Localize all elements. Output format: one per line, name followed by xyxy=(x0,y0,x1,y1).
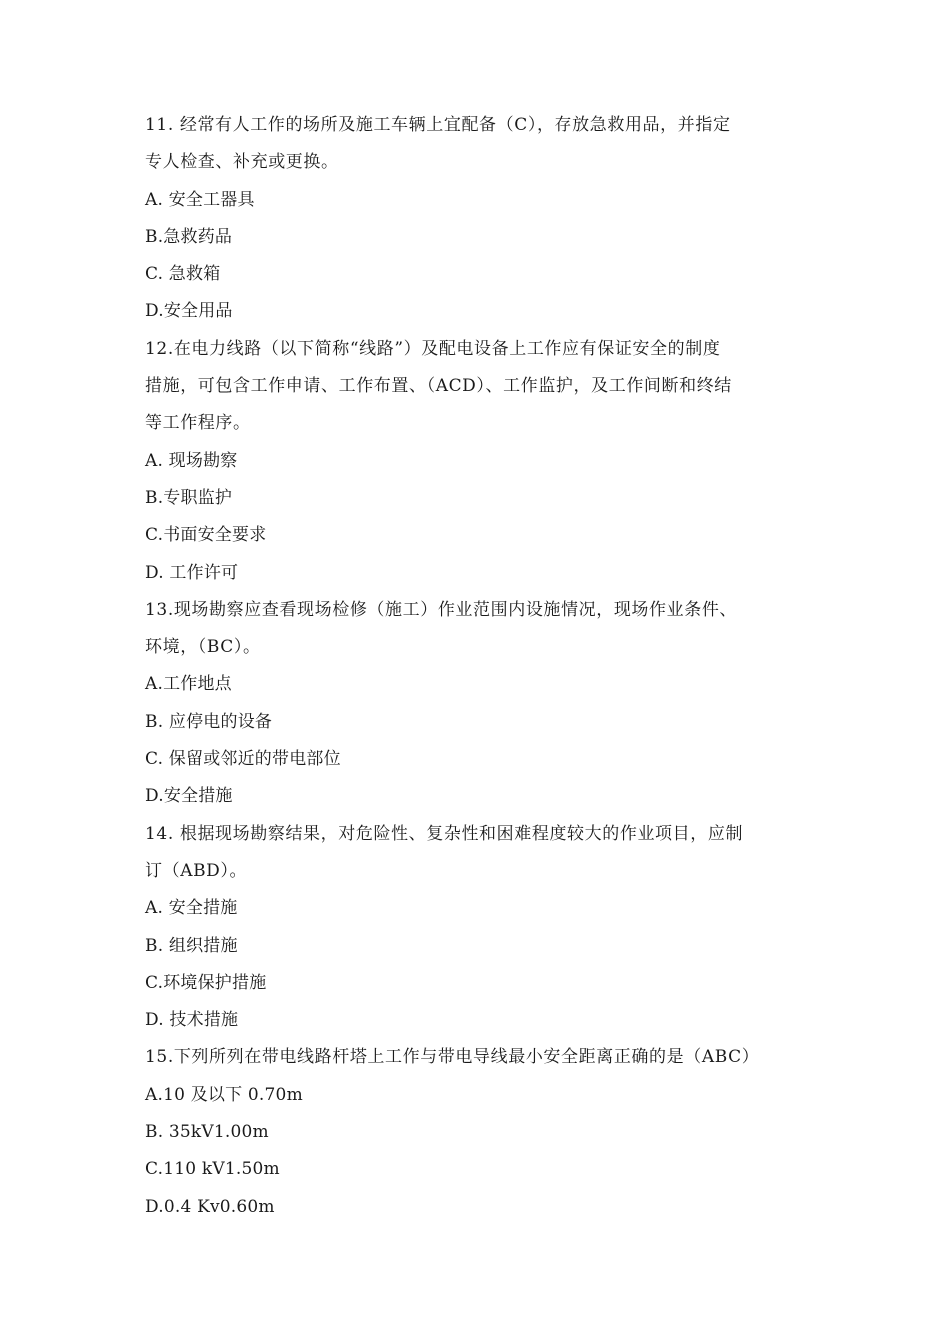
option-a: A. 现场勘察 xyxy=(145,450,238,471)
option-d: D.安全措施 xyxy=(145,786,233,807)
option-c: C.书面安全要求 xyxy=(145,525,267,546)
question-text: 14. 根据现场勘察结果，对危险性、复杂性和困难程度较大的作业项目，应制 xyxy=(145,823,744,844)
option-a: A.工作地点 xyxy=(145,674,232,695)
question-text: 措施，可包含工作申请、工作布置、（ACD）、工作监护，及工作间断和终结 xyxy=(145,376,732,397)
document-page xyxy=(145,107,805,1226)
option-a: A. 安全措施 xyxy=(145,898,238,919)
question-text: 环境，（BC）。 xyxy=(145,637,261,658)
question-text: 等工作程序。 xyxy=(145,413,251,434)
option-d: D.安全用品 xyxy=(145,301,233,322)
option-c: C.110 kV1.50m xyxy=(145,1159,280,1180)
option-d: D. 工作许可 xyxy=(145,562,239,583)
option-b: B. 应停电的设备 xyxy=(145,711,273,732)
option-c: C. 保留或邻近的带电部位 xyxy=(145,749,341,770)
option-b: B. 组织措施 xyxy=(145,935,238,956)
option-c: C. 急救箱 xyxy=(145,264,221,285)
question-text: 11. 经常有人工作的场所及施工车辆上宜配备（C），存放急救用品，并指定 xyxy=(145,115,731,135)
option-a: A. 安全工器具 xyxy=(145,189,255,210)
question-text: 12.在电力线路（以下简称“线路”）及配电设备上工作应有保证安全的制度 xyxy=(145,338,721,359)
question-12 xyxy=(145,331,805,592)
question-text: 专人检查、补充或更换。 xyxy=(145,152,339,173)
option-c: C.环境保护措施 xyxy=(145,972,267,993)
question-14 xyxy=(145,816,805,1040)
option-b: B.急救药品 xyxy=(145,226,233,247)
option-b: B. 35kV1.00m xyxy=(145,1122,269,1143)
option-a: A.10 及以下 0.70m xyxy=(145,1084,303,1105)
question-11 xyxy=(145,107,805,331)
question-13 xyxy=(145,592,805,816)
option-d: D.0.4 Kv0.60m xyxy=(145,1196,275,1217)
question-15 xyxy=(145,1039,805,1225)
question-text: 订（ABD）。 xyxy=(145,860,248,881)
option-d: D. 技术措施 xyxy=(145,1010,239,1031)
question-text: 15.下列所列在带电线路杆塔上工作与带电导线最小安全距离正确的是（ABC） xyxy=(145,1047,760,1068)
option-b: B.专职监护 xyxy=(145,487,233,508)
question-text: 13.现场勘察应查看现场检修（施工）作业范围内设施情况，现场作业条件、 xyxy=(145,599,738,620)
